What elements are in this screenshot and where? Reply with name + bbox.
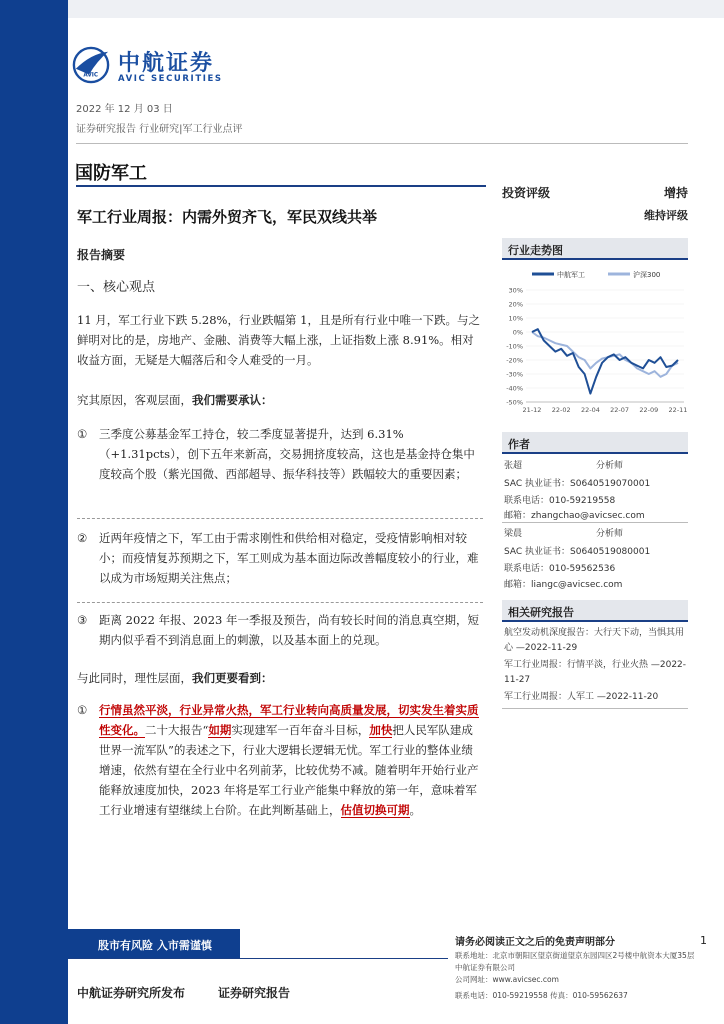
- paragraph-3: [77, 668, 483, 688]
- paragraph-2-lead: 究其原因，客观层面，: [77, 393, 192, 407]
- x-tick-label: 22-07: [610, 406, 630, 414]
- report-date: 2022 年 12 月 03 日: [76, 104, 173, 115]
- tel-label: 联系电话：: [504, 564, 550, 574]
- company-logo: [72, 44, 262, 92]
- cert-label: SAC 执业证书：: [504, 547, 571, 557]
- email-link[interactable]: zhangchao@avicsec.com: [531, 511, 645, 521]
- analyst-name: 张超: [504, 461, 523, 471]
- analyst-cert-row: [504, 544, 690, 557]
- footer-publisher: 中航证券研究所发布: [77, 986, 186, 1000]
- disclaimer-line: 中航证券有限公司: [455, 963, 515, 972]
- avic-emblem-icon: [72, 46, 110, 84]
- email-label: 邮箱：: [504, 511, 532, 521]
- item-text: 距离 2022 年报、2023 年一季报及预告，尚有较长时间的消息真空期，短期内似乎看不到消息面上的刺激，以及基本面上的兑现。: [99, 613, 479, 647]
- item-text: 三季度公募基金军工持仓，较二季度显著提升，达到 6.31%（+1.31pcts），创下五年来新高，交易拥挤度较高，这也是基金持仓集中度较高个股（紫光国微、西部超导、振华科技等）跌幅较大的重要因素；: [99, 427, 475, 481]
- analyst-name: 梁晨: [504, 529, 523, 539]
- item-text-part: 把人民军队建成世界一流军队”的表述之下，行业大逻辑长逻辑无忧。军工行业的整体业绩增速，依然有望在全行业中名列前茅，比较优势不减。随着明年开始行业产能释放速度加快，2023 年将是军工行业产能集中释放的第一年，意味着军工行业增速有望继续上台阶。在此判断基础上，: [99, 723, 479, 817]
- legend-label: 中航军工: [557, 271, 585, 279]
- highlight-text: 如期: [208, 723, 232, 737]
- analyst-cert-row: [504, 476, 690, 489]
- analyst-tel-row: [504, 561, 690, 574]
- paragraph-2-bold: 我们需要承认：: [192, 393, 273, 407]
- y-tick-label: -40%: [506, 384, 523, 393]
- y-tick-label: 30%: [508, 286, 523, 295]
- risk-warning-banner: 股市有风险 入市需谨慎: [68, 929, 240, 959]
- y-tick-label: -10%: [506, 342, 523, 351]
- related-report-link[interactable]: 军工行业周报：行情平淡，行业火热 —2022-11-27: [504, 660, 687, 685]
- series-line: [532, 329, 678, 393]
- tel-value: 010-59219558: [549, 496, 616, 506]
- y-tick-label: 20%: [508, 300, 523, 309]
- x-tick-label: 22-02: [551, 406, 571, 414]
- email-label: 邮箱：: [504, 580, 532, 590]
- analyst-name-row: [504, 458, 690, 471]
- page-number: 1: [700, 934, 707, 947]
- analyst-email-row: [504, 508, 690, 521]
- analyst-name-row: [504, 526, 690, 539]
- rating-label: 投资评级: [502, 186, 551, 200]
- item-text: [99, 700, 483, 820]
- paragraph-3-lead: 与此同时，理性层面，: [77, 671, 192, 685]
- report-title: 军工行业周报：内需外贸齐飞，军民双线共举: [77, 208, 378, 226]
- analyst-tel-row: [504, 493, 690, 506]
- svg-text:AVIC: AVIC: [83, 72, 99, 79]
- sector-divider: [76, 185, 486, 187]
- paragraph-3-bold: 我们更要看到：: [192, 671, 273, 685]
- logo-text-cn: 中航证券: [118, 51, 215, 76]
- disclaimer-line: 公司网址：www.avicsec.com: [455, 975, 559, 984]
- email-link[interactable]: liangc@avicsec.com: [531, 580, 623, 590]
- analyst-email-row: [504, 577, 690, 590]
- item-text-part: 实现建军一百年奋斗目标，: [231, 723, 370, 737]
- footer-divider: [68, 958, 448, 959]
- item-number: ③: [77, 613, 88, 627]
- disclaimer-title: 请务必阅读正文之后的免责声明部分: [455, 937, 615, 948]
- list-item: [77, 700, 483, 820]
- disclaimer-line: 联系电话：010-59219558 传真：010-59562637: [455, 991, 628, 1000]
- sector-title: 国防军工: [75, 163, 147, 184]
- y-tick-label: -50%: [506, 398, 523, 407]
- item-number: ①: [77, 703, 88, 717]
- summary-heading: 报告摘要: [77, 248, 126, 262]
- analyst-role: 分析师: [596, 461, 624, 471]
- list-item: [77, 610, 483, 650]
- header-divider: [76, 143, 688, 144]
- cert-value: S0640519080001: [570, 547, 651, 557]
- author-divider: [502, 522, 688, 523]
- list-item: [77, 528, 483, 588]
- related-report-link[interactable]: 军工行业周报：人军工 —2022-11-20: [504, 692, 659, 702]
- chart-box-title: 行业走势图: [502, 238, 688, 260]
- disclaimer-line: 联系地址：北京市朝阳区望京街道望京东园四区2号楼中航资本大厦35层: [455, 951, 695, 960]
- cert-value: S0640519070001: [570, 479, 651, 489]
- item-text-part: 二十大报告“: [145, 723, 209, 737]
- highlight-text: 加快: [369, 723, 393, 737]
- rating-sub: 维持评级: [644, 209, 688, 222]
- y-tick-label: -20%: [506, 356, 523, 365]
- dashed-divider: [77, 602, 483, 603]
- y-tick-label: -30%: [506, 370, 523, 379]
- tel-value: 010-59562536: [549, 564, 616, 574]
- x-tick-label: 21-12: [522, 406, 542, 414]
- x-tick-label: 22-09: [639, 406, 659, 414]
- x-tick-label: 22-11: [668, 406, 688, 414]
- paragraph-2: [77, 390, 483, 410]
- item-text-part: 。: [409, 803, 421, 817]
- analyst-role: 分析师: [596, 529, 624, 539]
- legend-label: 沪深300: [633, 271, 661, 279]
- x-tick-label: 22-04: [580, 406, 600, 414]
- item-number: ②: [77, 531, 88, 545]
- breadcrumb: 证券研究报告 行业研究|军工行业点评: [76, 124, 243, 135]
- tel-label: 联系电话：: [504, 496, 550, 506]
- footer-type: 证券研究报告: [218, 986, 291, 1000]
- y-tick-label: 10%: [508, 314, 523, 323]
- section-heading: 一、核心观点: [77, 280, 156, 295]
- related-box-title: 相关研究报告: [502, 600, 688, 622]
- highlight-text: 估值切换可期: [340, 803, 410, 817]
- dashed-divider: [77, 518, 483, 519]
- industry-trend-chart: [502, 262, 688, 422]
- logo-text-en: AVIC SECURITIES: [118, 74, 223, 84]
- y-tick-label: 0%: [512, 328, 523, 337]
- highlight-text: 行情虽然平淡，行业异常火热，军工行业转向高质量发展，切实发生着实质性变化。: [99, 703, 479, 737]
- item-text: 近两年疫情之下，军工由于需求刚性和供给相对稳定，受疫情影响相对较小；而疫情复苏预期之下，军工则成为基本面边际改善幅度较小的行业，难以成为市场短期关注焦点；: [99, 531, 479, 585]
- left-sidebar-band: [0, 0, 68, 1024]
- series-line: [532, 332, 678, 377]
- item-number: ①: [77, 427, 88, 441]
- author-box-title: 作者: [502, 432, 688, 454]
- list-item: [77, 424, 483, 484]
- cert-label: SAC 执业证书：: [504, 479, 571, 489]
- rating-value: 增持: [663, 186, 688, 200]
- related-divider: [502, 708, 688, 709]
- paragraph-1: 11 月，军工行业下跌 5.28%，行业跌幅第 1，且是所有行业中唯一下跌。与之鲜明对比的是，房地产、金融、消费等大幅上涨，上证指数上涨 8.91%。相对收益方面，无疑是大幅落后和令人难受的一月。: [77, 313, 480, 367]
- related-report-link[interactable]: 航空发动机深度报告：大行天下动，当惧其用心 —2022-11-29: [504, 628, 685, 653]
- top-band: [68, 0, 724, 18]
